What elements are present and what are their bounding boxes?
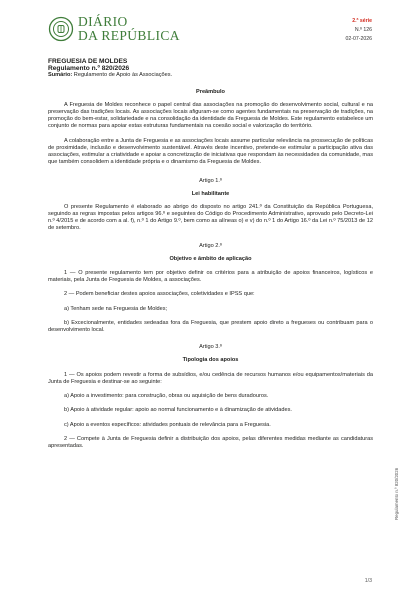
- masthead-line-2: DA REPÚBLICA: [78, 28, 180, 43]
- side-reference: Regulamento n.º 820/2026: [394, 467, 399, 520]
- article-paragraph: 1 — Os apoios podem revestir a forma de subsídios, e/ou cedência de recursos humanos e/ou equipamentos/materiais da Junta de Freguesia e destinar-se ao seguinte:: [48, 371, 373, 385]
- summary-label: Sumário:: [48, 72, 73, 79]
- article-paragraph: 2 — Compete à Junta de Freguesia definir a distribuição dos apoios, pelas diferentes medidas mediante as candidaturas apresentadas.: [48, 435, 373, 449]
- article-item: a) Tenham sede na Freguesia de Moldes;: [64, 305, 168, 312]
- article-title: Objetivo e âmbito de aplicação: [169, 255, 252, 262]
- issue-number: N.º 126: [354, 27, 372, 33]
- article-number: Artigo 2.º: [199, 242, 222, 249]
- summary: [48, 72, 373, 79]
- article-item: b) Apoio à atividade regular: apoio ao normal funcionamento e à dinamização de atividades.: [64, 407, 292, 414]
- article-number: Artigo 3.º: [199, 344, 222, 351]
- article-item: c) Apoio a eventos específicos: atividades pontuais de relevância para a Freguesia.: [64, 421, 271, 428]
- article-item: a) Apoio a investimento: para construção, obras ou aquisição de bens duradouros.: [64, 393, 269, 400]
- document-body: [48, 58, 373, 450]
- article-paragraph: 2 — Podem beneficiar destes apoios associações, coletividades e IPSS que:: [64, 291, 255, 298]
- article-paragraph: 1 — O presente regulamento tem por objetivo definir os critérios para a atribuição de apoios financeiros, logísticos e materiais, pela Junta de Freguesia de Moldes, a associações.: [48, 270, 373, 284]
- summary-text: Regulamento de Apoio às Associações.: [72, 72, 173, 79]
- page-header: [0, 0, 420, 56]
- preamble-paragraph: A Freguesia de Moldes reconhece o papel central das associações na promoção do desenvolvimento social, cultural e na preservação das tradições locais. As associações locais afiguram-se como agentes fundamentais na preservação de tradições, na promoção do bem-estar, solidariedade e na consolidação da identidade da Freguesia de Moldes. Este regulamento estabelece um conjunto de normas para apoiar estas estruturas fundamentais na coesão social e valorização do território.: [48, 101, 373, 130]
- republic-emblem-icon: [48, 16, 74, 42]
- article-title: Tipologia dos apoios: [182, 357, 239, 364]
- issue-info: [345, 17, 372, 44]
- issue-date: 02-07-2026: [345, 36, 372, 42]
- preamble-title: Preâmbulo: [196, 88, 225, 95]
- entity-name: FREGUESIA DE MOLDES: [48, 58, 128, 65]
- serie-label: 2.ª série: [352, 18, 372, 24]
- article-item: b) Excecionalmente, entidades sedeadas fora da Freguesia, que prestem apoio direto a fregueses ou contribuam para o desenvolvimento local.: [48, 319, 373, 334]
- preamble-paragraph: A colaboração entre a Junta de Freguesia e as associações locais assume particular relevância na prossecução de políticas de proximidade, inclusão e desenvolvimento sustentável. Através deste incentivo, pretende-se estimular a participação ativa das associações, estimular a criatividade e apoiar a concretização de iniciativas que respondam às necessidades da comunidade, mas que também consolidem a identidade própria e o dinamismo da Freguesia de Moldes.: [48, 137, 373, 166]
- article-title: Lei habilitante: [191, 190, 230, 197]
- regulation-title: Regulamento n.º 820/2026: [48, 65, 130, 73]
- masthead-line-1: DIÁRIO: [78, 14, 128, 29]
- article-number: Artigo 1.º: [199, 178, 222, 185]
- page-number: 1/3: [364, 578, 372, 584]
- article-paragraph: O presente Regulamento é elaborado ao abrigo do disposto no artigo 241.º da Constituição da República Portuguesa, seguindo as regras impostas pelos artigos 96.º e seguintes do Código do Procedimento Administrativo, aprovado pelo Decreto-Lei n.º 4/2015 e de acordo com a al. f), n.º 1 do Artigo 9.º, bem como as alíneas o) e v) do n.º 1 do Artigo 16.º da Lei n.º 75/2013 de 12 de setembro.: [48, 203, 373, 232]
- journal-masthead: [78, 15, 180, 43]
